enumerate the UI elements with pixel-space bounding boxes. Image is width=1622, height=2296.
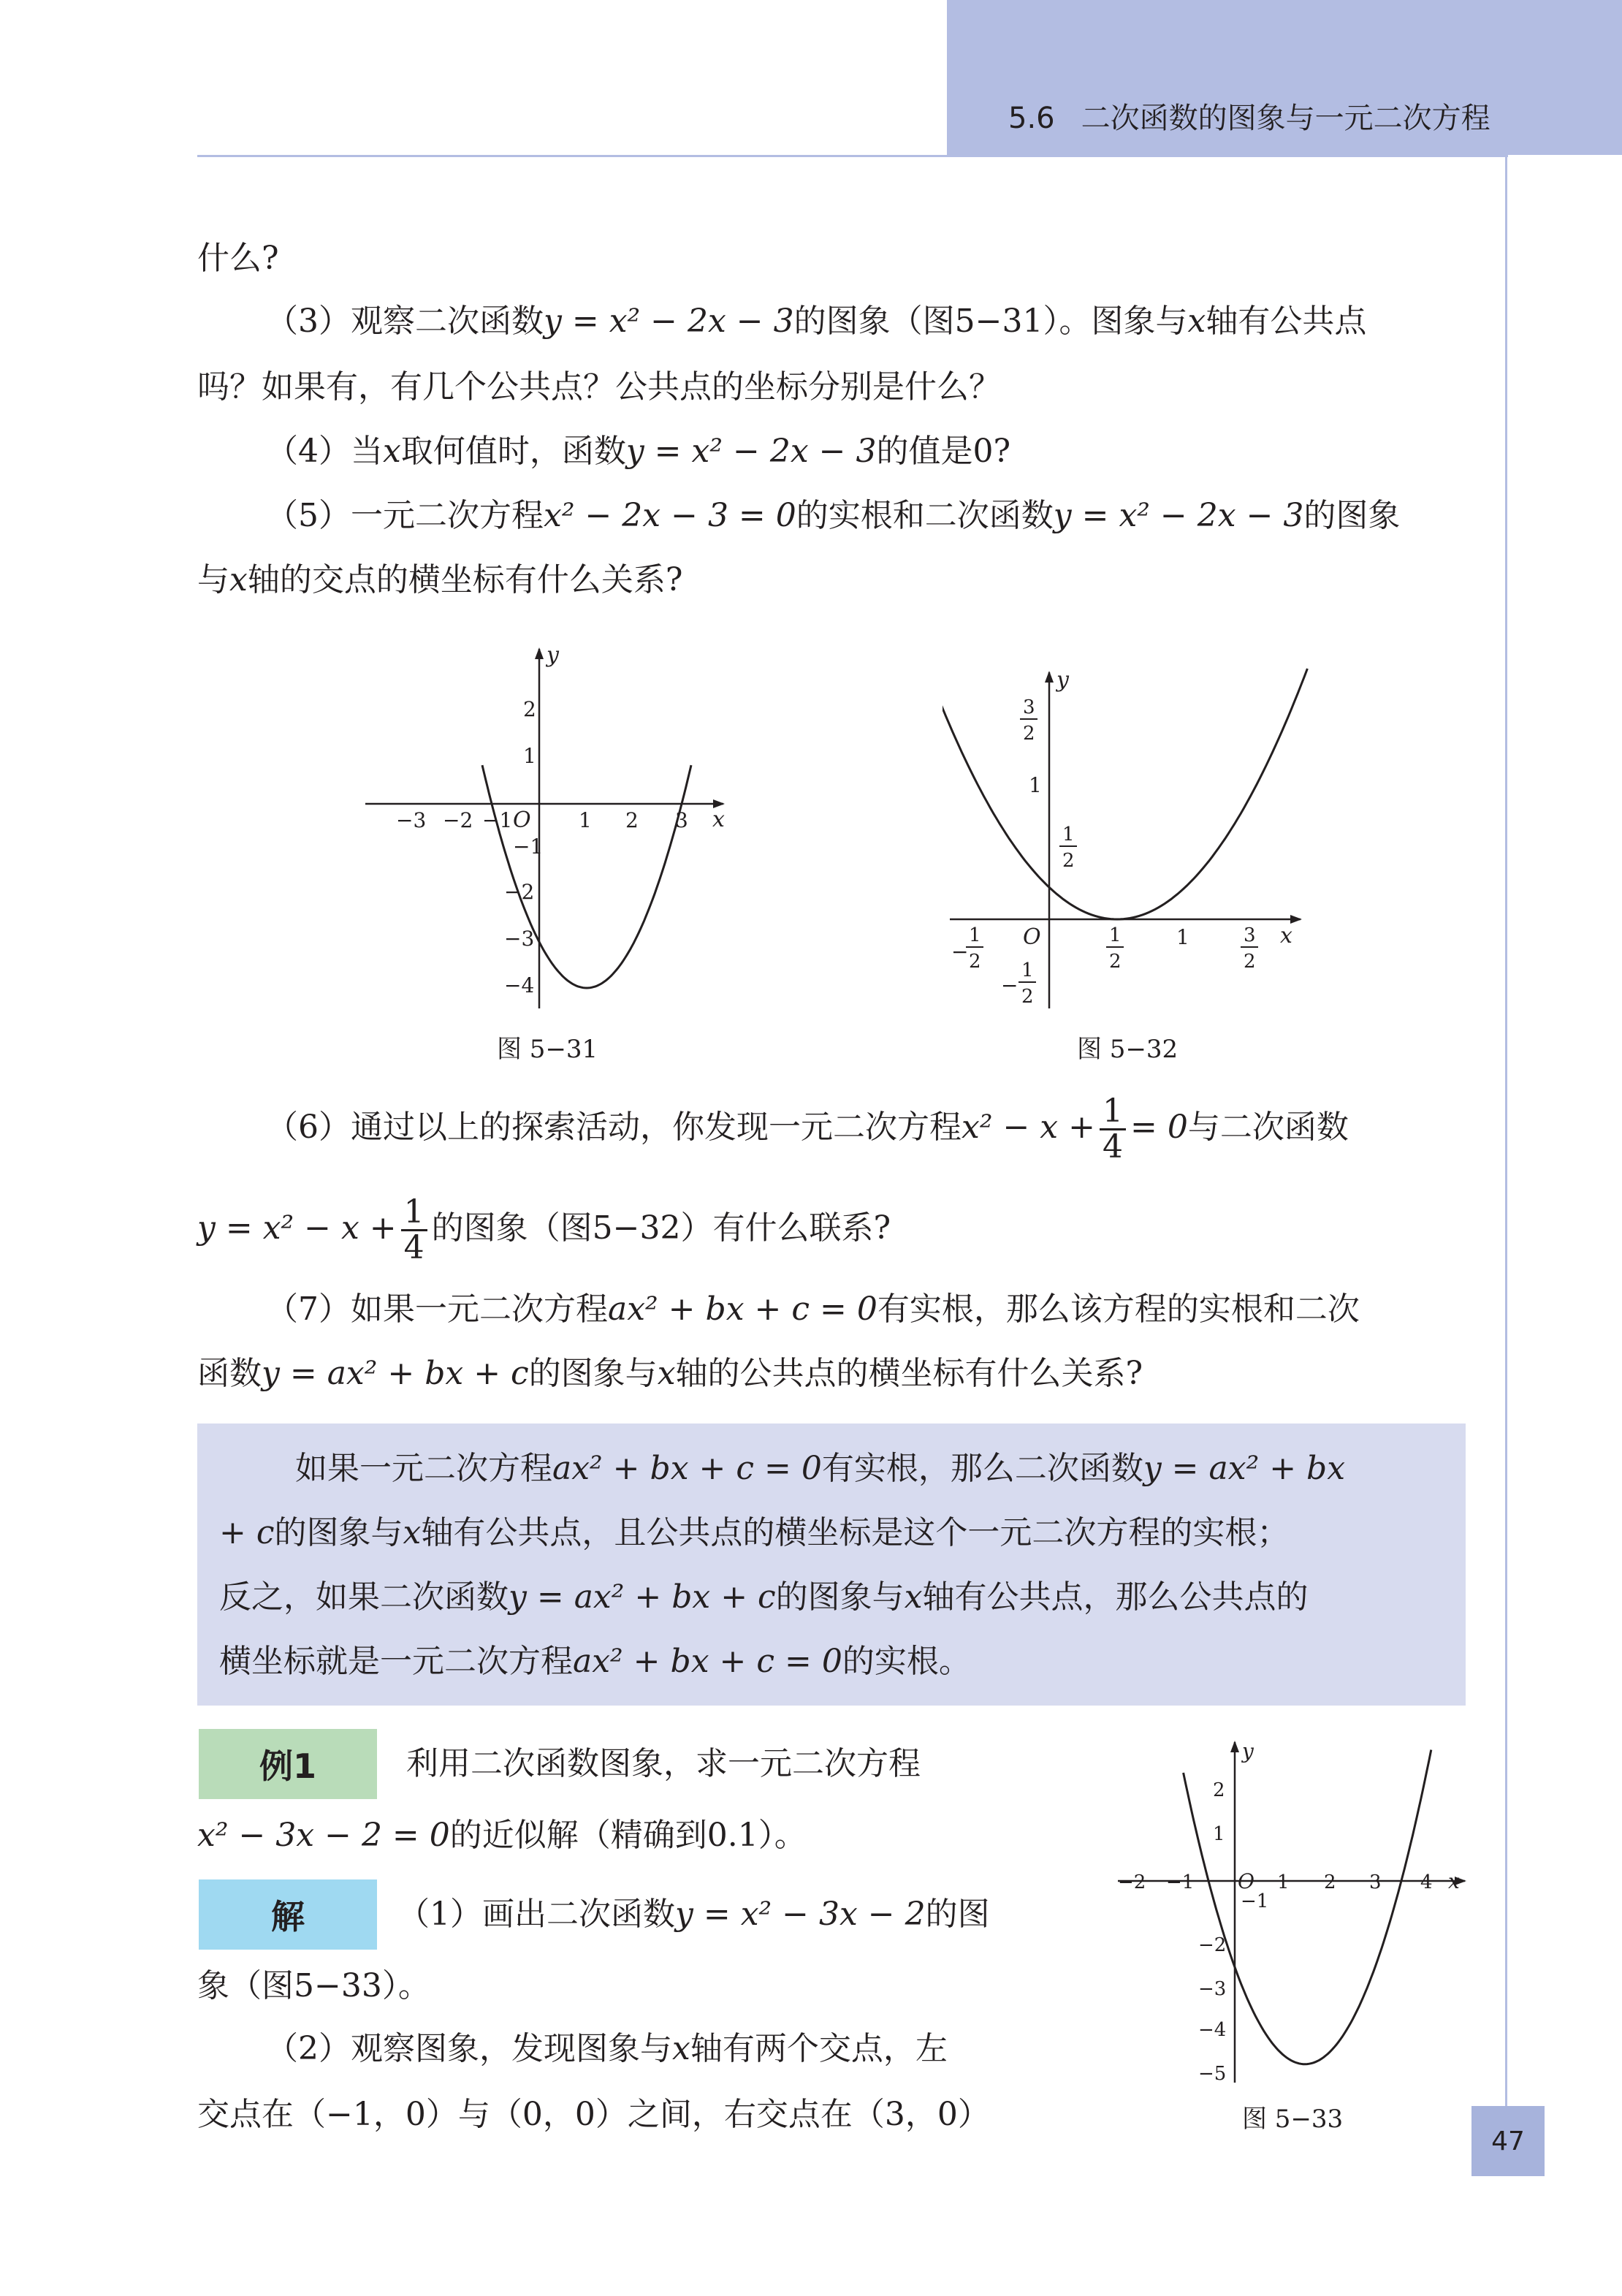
equation: y = ax² + bx bbox=[1143, 1450, 1346, 1487]
paragraph-continuation: 什么? bbox=[197, 240, 279, 277]
y-ticks bbox=[1198, 1779, 1268, 2085]
origin-label: O bbox=[1238, 1869, 1254, 1893]
tick-label: −3 bbox=[1198, 1978, 1227, 2000]
text: 有实根，那么二次函数 bbox=[821, 1450, 1143, 1487]
tick-label: −2 bbox=[504, 880, 535, 904]
equation: + c bbox=[219, 1514, 275, 1551]
text: （6）通过以上的探索活动，你发现一元二次方程 bbox=[266, 1109, 962, 1147]
figure-5-33 bbox=[1111, 1732, 1476, 2090]
conclusion-line-4 bbox=[219, 1643, 971, 1680]
tick-label: −4 bbox=[504, 973, 535, 997]
x-axis-label: x bbox=[1280, 923, 1292, 949]
solution-line-1 bbox=[397, 1898, 990, 1931]
tick-label: −5 bbox=[1198, 2063, 1227, 2085]
text: 与二次函数 bbox=[1187, 1109, 1349, 1147]
tick-three-half-x bbox=[1241, 924, 1258, 973]
solution-tag: 解 bbox=[199, 1879, 377, 1950]
fraction-one-quarter bbox=[401, 1195, 427, 1265]
equation: y = x² − 3x − 2 bbox=[675, 1896, 926, 1933]
solution-line-4: 交点在（−1，0）与（0，0）之间，右交点在（3，0） bbox=[197, 2096, 990, 2133]
question-6-line-2 bbox=[197, 1195, 891, 1265]
question-3-line-1 bbox=[266, 305, 1366, 338]
header-rule bbox=[197, 155, 1508, 157]
tick-label: −2 bbox=[1118, 1871, 1146, 1893]
tick-label: 2 bbox=[523, 697, 536, 721]
text: 的图象与 bbox=[775, 1578, 905, 1616]
y-axis-label: y bbox=[1056, 667, 1069, 693]
equation: x² − 3x − 2 = 0 bbox=[197, 1817, 450, 1854]
question-7-line-1 bbox=[266, 1290, 1360, 1328]
text: （4）当 bbox=[266, 433, 383, 470]
tick-label: −4 bbox=[1198, 2019, 1227, 2041]
parabola-curve bbox=[482, 765, 691, 988]
tick-label: 1 bbox=[1213, 1823, 1225, 1845]
figure-5-32-caption: 图 5−32 bbox=[1077, 1035, 1179, 1064]
origin-label: O bbox=[1023, 924, 1041, 950]
figure-5-31-caption: 图 5−31 bbox=[497, 1035, 598, 1064]
var-x: x bbox=[383, 433, 401, 470]
text: （2）观察图象，发现图象与 bbox=[266, 2030, 672, 2067]
equation: y = ax² + bx + c bbox=[262, 1355, 529, 1392]
section-number: 5.6 bbox=[1008, 102, 1055, 135]
text: 的值是0? bbox=[876, 433, 1011, 470]
equation: x² − 2x − 3 = 0 bbox=[544, 497, 796, 534]
tick-label: 2 bbox=[1324, 1871, 1336, 1893]
text: 的图象（图5−32）有什么联系? bbox=[431, 1209, 891, 1247]
text: 的图象 bbox=[1303, 497, 1401, 534]
text: 的实根。 bbox=[842, 1643, 971, 1680]
text: （3）观察二次函数 bbox=[266, 303, 544, 340]
equation: y = x² − 2x − 3 bbox=[625, 433, 877, 470]
tick-label: 3 bbox=[675, 808, 688, 832]
minus-sign: − bbox=[1001, 973, 1018, 997]
example-line-1: 利用二次函数图象，求一元二次方程 bbox=[406, 1745, 921, 1782]
example-line-2 bbox=[197, 1817, 807, 1854]
question-3-line-2: 吗？如果有，有几个公共点？公共点的坐标分别是什么？ bbox=[197, 368, 1001, 406]
text: 取何值时，函数 bbox=[400, 433, 626, 470]
y-axis-label: y bbox=[547, 642, 559, 668]
var-x: x bbox=[657, 1355, 676, 1392]
tick-den: 2 bbox=[1109, 951, 1122, 973]
solution-line-3 bbox=[266, 2030, 948, 2067]
equation: y = x² − 2x − 3 bbox=[544, 303, 794, 340]
x-axis-label: x bbox=[712, 807, 725, 832]
var-x: x bbox=[672, 2030, 690, 2067]
side-rule bbox=[1505, 155, 1507, 2106]
equation: x² − x + bbox=[962, 1109, 1095, 1147]
tick-label: 4 bbox=[1420, 1871, 1433, 1893]
question-6-line-1 bbox=[266, 1092, 1349, 1166]
text: 与 bbox=[197, 561, 229, 598]
tick-num: 3 bbox=[1244, 924, 1256, 946]
tick-label: 1 bbox=[1176, 925, 1189, 949]
y-axis-arrow bbox=[1230, 1741, 1239, 1752]
var-x: x bbox=[403, 1514, 422, 1551]
tick-label: 3 bbox=[1369, 1871, 1382, 1893]
tick-label: 1 bbox=[579, 808, 592, 832]
var-x: x bbox=[904, 1578, 923, 1616]
conclusion-line-1 bbox=[295, 1450, 1346, 1487]
tick-label: 2 bbox=[1213, 1779, 1225, 1801]
y-ticks bbox=[504, 697, 543, 997]
text: （1）画出二次函数 bbox=[397, 1896, 675, 1933]
section-title: 二次函数的图象与一元二次方程 bbox=[1081, 102, 1490, 135]
text: 函数 bbox=[197, 1355, 262, 1392]
tick-den: 2 bbox=[1021, 986, 1034, 1008]
figure-5-32 bbox=[943, 658, 1322, 1023]
frac-num: 1 bbox=[1100, 1095, 1126, 1130]
question-7-line-2 bbox=[197, 1355, 1143, 1392]
tick-num: 1 bbox=[969, 924, 981, 946]
conclusion-line-2 bbox=[219, 1514, 1290, 1551]
equation: y = ax² + bx + c bbox=[509, 1578, 776, 1616]
tick-half-x bbox=[1106, 924, 1124, 973]
example-tag: 例1 bbox=[199, 1729, 377, 1799]
tick-neg-half-y bbox=[1001, 959, 1036, 1008]
text: 轴的公共点的横坐标有什么关系? bbox=[675, 1355, 1143, 1392]
var-x: x bbox=[229, 561, 248, 598]
tick-den: 2 bbox=[1244, 951, 1256, 973]
tick-label: −3 bbox=[504, 927, 535, 951]
tick-num: 1 bbox=[1021, 959, 1034, 981]
tick-half-y bbox=[1059, 824, 1077, 872]
tick-num: 1 bbox=[1109, 924, 1122, 946]
equation: y = x² − 2x − 3 bbox=[1053, 497, 1304, 534]
section-header bbox=[1008, 95, 1490, 137]
text: 的图 bbox=[925, 1896, 990, 1933]
x-axis-label: x bbox=[1448, 1869, 1460, 1893]
tick-label: 1 bbox=[1029, 773, 1042, 797]
var-x: x bbox=[1187, 303, 1206, 340]
tick-label: −1 bbox=[482, 808, 513, 832]
text: 的实根和二次函数 bbox=[796, 497, 1054, 534]
text: 轴有两个交点，左 bbox=[690, 2030, 948, 2067]
text: 轴有公共点，那么公共点的 bbox=[922, 1578, 1309, 1616]
tick-label: −1 bbox=[513, 835, 544, 859]
equation: ax² + bx + c = 0 bbox=[552, 1450, 822, 1487]
text: （7）如果一元二次方程 bbox=[266, 1290, 608, 1328]
fraction-one-quarter bbox=[1100, 1092, 1126, 1166]
tick-den: 2 bbox=[1023, 723, 1035, 745]
solution-line-2: 象（图5−33）。 bbox=[197, 1967, 430, 2004]
text: 的近似解（精确到0.1）。 bbox=[449, 1817, 807, 1854]
origin-label: O bbox=[513, 807, 531, 833]
x-ticks bbox=[1118, 1871, 1433, 1893]
question-5-line-1 bbox=[266, 497, 1401, 534]
question-4 bbox=[266, 433, 1011, 470]
text: 的图象（图5−31）。图象与 bbox=[793, 303, 1188, 340]
tick-label: 2 bbox=[625, 808, 639, 832]
equation: y = x² − x + bbox=[197, 1209, 397, 1247]
frac-den: 4 bbox=[403, 1229, 424, 1267]
figure-5-33-caption: 图 5−33 bbox=[1242, 2105, 1344, 2134]
tick-label: 1 bbox=[523, 744, 536, 768]
tick-label: −1 bbox=[1241, 1890, 1269, 1912]
tick-num: 3 bbox=[1023, 696, 1035, 718]
equation: = 0 bbox=[1130, 1109, 1188, 1147]
text: 的图象与 bbox=[274, 1514, 403, 1551]
text: 如果一元二次方程 bbox=[295, 1450, 552, 1487]
tick-label: −1 bbox=[1166, 1871, 1195, 1893]
tick-neg-half-x bbox=[951, 924, 983, 973]
tick-num: 1 bbox=[1062, 824, 1075, 845]
x-ticks bbox=[396, 808, 688, 832]
tick-den: 2 bbox=[1062, 850, 1075, 872]
tick-label: −2 bbox=[443, 808, 473, 832]
tick-den: 2 bbox=[969, 951, 981, 973]
y-axis-arrow bbox=[535, 647, 544, 659]
tick-label: 1 bbox=[1277, 1871, 1290, 1893]
y-axis-label: y bbox=[1242, 1739, 1254, 1763]
minus-sign: − bbox=[951, 940, 969, 964]
text: 轴的交点的横坐标有什么关系? bbox=[247, 561, 683, 598]
text: 的图象与 bbox=[528, 1355, 658, 1392]
equation: ax² + bx + c = 0 bbox=[608, 1290, 877, 1328]
figure-5-31 bbox=[351, 628, 745, 1023]
question-5-line-2 bbox=[197, 561, 683, 598]
tick-three-half-y bbox=[1020, 696, 1037, 745]
frac-den: 4 bbox=[1102, 1128, 1123, 1166]
text: 反之，如果二次函数 bbox=[219, 1578, 509, 1616]
text: （5）一元二次方程 bbox=[266, 497, 544, 534]
text: 横坐标就是一元二次方程 bbox=[219, 1643, 573, 1680]
conclusion-line-3 bbox=[219, 1578, 1309, 1616]
text: 有实根，那么该方程的实根和二次 bbox=[877, 1290, 1360, 1328]
tick-label: −2 bbox=[1198, 1934, 1227, 1956]
equation: ax² + bx + c = 0 bbox=[573, 1643, 842, 1680]
parabola-curve bbox=[943, 669, 1307, 919]
tick-label: −3 bbox=[396, 808, 427, 832]
page-number: 47 bbox=[1471, 2106, 1545, 2176]
text: 轴有公共点，且公共点的横坐标是这个一元二次方程的实根； bbox=[421, 1514, 1290, 1551]
text: 轴有公共点 bbox=[1206, 303, 1367, 340]
y-axis-arrow bbox=[1045, 671, 1054, 683]
frac-num: 1 bbox=[401, 1195, 427, 1231]
